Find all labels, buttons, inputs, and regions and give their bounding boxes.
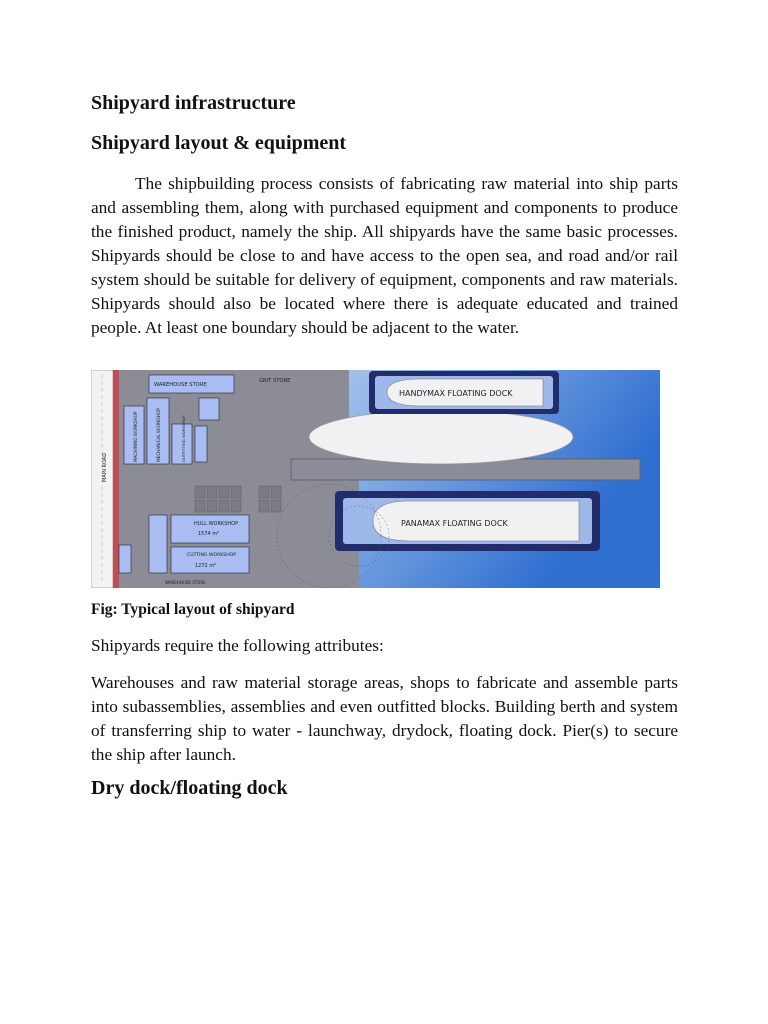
svg-text:1574 m²: 1574 m² xyxy=(198,531,220,537)
grit-store-label: GRIT STORE xyxy=(259,378,291,384)
svg-text:1272 m²: 1272 m² xyxy=(195,563,217,569)
attributes-intro-paragraph: Shipyards require the following attributes: xyxy=(91,636,384,655)
main-road-label: MAIN ROAD xyxy=(102,452,108,482)
section-heading: Shipyard layout & equipment xyxy=(91,132,347,154)
svg-text:WAREHOUSE STORE: WAREHOUSE STORE xyxy=(154,382,207,388)
svg-text:HULL WORKSHOP: HULL WORKSHOP xyxy=(194,521,239,527)
svg-text:OUTFITTING WORKSHOP: OUTFITTING WORKSHOP xyxy=(181,415,186,462)
figure-caption: Fig: Typical layout of shipyard xyxy=(91,601,295,618)
svg-text:MECHANICAL WORKSHOP: MECHANICAL WORKSHOP xyxy=(156,408,161,462)
drydock-heading: Dry dock/floating dock xyxy=(91,777,288,799)
handymax-dock-label: HANDYMAX FLOATING DOCK xyxy=(399,389,513,398)
shipyard-layout-figure xyxy=(91,370,660,588)
svg-text:CUTTING WORKSHOP: CUTTING WORKSHOP xyxy=(187,553,237,558)
intro-paragraph: The shipbuilding process consists of fabricating raw material into ship parts and assembling them, along with purchased equipment and components to produce the finished product, namely the ship. All shipyards have the same basic processes. Shipyards should be close to and have access to the open sea, and road and/or rail system should be suitable for delivery of equipment, components and raw materials. Shipyards should also be located where there is adequate educated and trained people. At least one boundary should be adjacent to the water. xyxy=(91,174,678,337)
panamax-dock-label: PANAMAX FLOATING DOCK xyxy=(401,519,508,528)
ghost-ship-top xyxy=(309,410,573,464)
svg-text:MACHINING WORKSHOP: MACHINING WORKSHOP xyxy=(133,411,138,462)
warehouse-store-bottom-label: WAREHOUSE STORE xyxy=(165,580,206,585)
cutting-workshop xyxy=(171,547,249,573)
attributes-paragraph: Warehouses and raw material storage areas, shops to fabricate and assemble parts into subassemblies, assemblies and even outfitted blocks. Building berth and system of transferring ship to water - launchway, drydock, floating dock. Pier(s) to secure the ship after launch. xyxy=(91,673,678,764)
main-heading: Shipyard infrastructure xyxy=(91,92,296,114)
hull-workshop xyxy=(171,515,249,543)
